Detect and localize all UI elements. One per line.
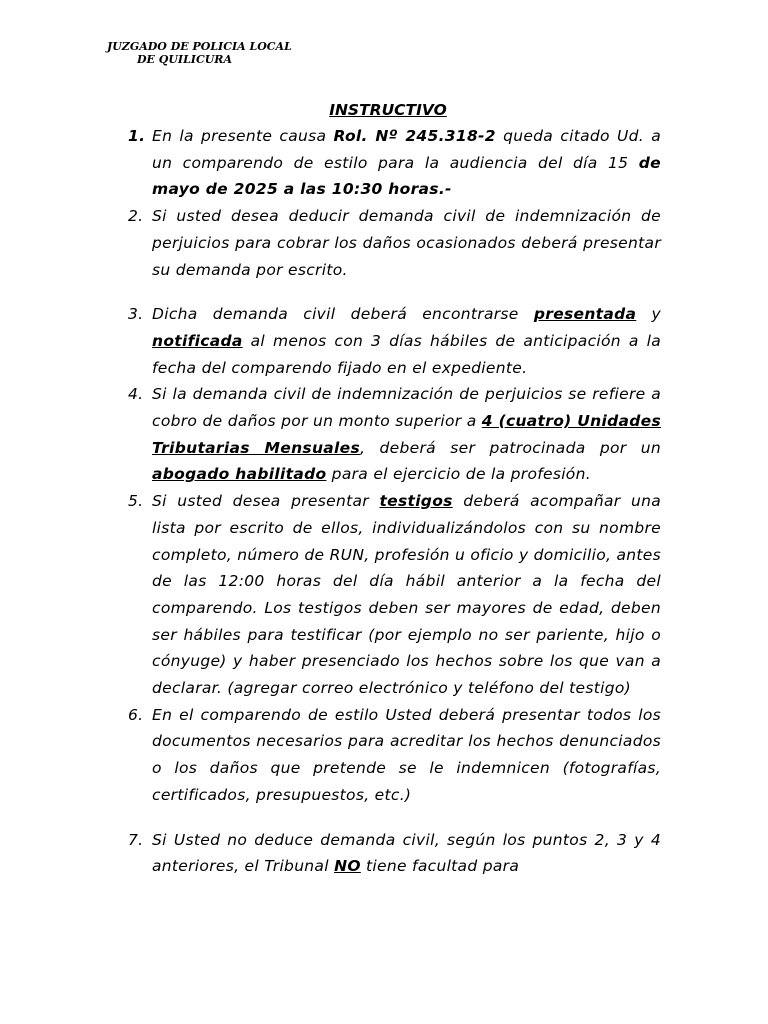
item-text: Si Usted no deduce demanda civil, según los puntos 2, 3 y 4 anteriores, el Tribunal: [152, 830, 661, 876]
instruction-item-6: [128, 702, 661, 809]
instruction-item-7: [128, 827, 661, 880]
item-text: , deberá ser patrocinada por un: [360, 438, 661, 457]
item-text: deberá acompañar una lista por escrito de ellos, individualizándolos con su nombre completo, número de RUN, profesión u oficio y domicilio, antes de las 12:00 horas del día hábil anterior a la fecha del comparendo. Los testigos deben ser mayores de edad, deben ser hábiles para testificar (por ejemplo no ser pariente, hijo o cónyuge) y haber presenciado los hechos sobre los que van a declarar. (agregar correo electrónico y teléfono del testigo): [152, 492, 661, 698]
instruction-item-5: [128, 488, 661, 702]
item-text: Si usted desea deducir demanda civil de indemnización de perjuicios para cobrar los daños ocasionados deberá presentar su demanda por escrito.: [152, 207, 661, 279]
emphasis-presentada: presentada: [533, 305, 637, 324]
item-text: y: [636, 305, 661, 324]
emphasis-notificada: notificada: [152, 331, 243, 350]
document-title-wrap: [0, 101, 768, 119]
item-text: queda citado Ud. a un comparendo de estilo para la audiencia del día 15: [152, 127, 662, 172]
emphasis-testigos: testigos: [379, 492, 453, 511]
instruction-item-2: [128, 203, 661, 283]
instruction-item-4: [128, 381, 661, 488]
court-name-line1: JUZGADO DE POLICIA LOCAL: [107, 40, 292, 53]
item-text: Si usted desea presentar: [152, 492, 380, 511]
item-number: 6.: [128, 705, 144, 724]
court-header: [107, 40, 292, 66]
instruction-item-3: [128, 301, 661, 381]
emphasis-utm: 4 (cuatro) Unidades Tributarias Mensuales: [152, 412, 661, 457]
hearing-datetime: de mayo de 2025 a las 10:30 horas.-: [152, 153, 661, 199]
case-number: Rol. Nº 245.318-2: [333, 127, 496, 145]
item-text: al menos con 3 días hábiles de anticipación a la fecha del comparendo fijado en el expediente.: [152, 331, 661, 377]
item-text: Dicha demanda civil deberá encontrarse: [152, 305, 534, 324]
item-number: 7.: [128, 830, 144, 849]
emphasis-abogado: abogado habilitado: [152, 465, 327, 484]
item-text: En la presente causa: [152, 127, 334, 145]
instruction-item-1: [128, 123, 661, 203]
item-text: Si la demanda civil de indemnización de perjuicios se refiere a cobro de daños por un monto superior a: [152, 385, 661, 431]
court-name-line2: DE QUILICURA: [137, 53, 232, 66]
emphasis-no: NO: [334, 857, 361, 876]
item-number: 2.: [128, 207, 144, 226]
instruction-list: [128, 123, 661, 880]
document-title: INSTRUCTIVO: [329, 101, 447, 119]
item-text: para el ejercicio de la profesión.: [326, 465, 591, 484]
item-number: 1.: [128, 127, 146, 145]
item-number: 5.: [128, 492, 144, 511]
item-text: En el comparendo de estilo Usted deberá presentar todos los documentos necesarios para acreditar los hechos denunciados o los daños que pretende se le indemnicen (fotografías, certificados, presupuestos, etc.): [152, 705, 661, 804]
item-number: 3.: [128, 305, 144, 324]
item-number: 4.: [128, 385, 144, 404]
item-text: tiene facultad para: [360, 857, 520, 876]
